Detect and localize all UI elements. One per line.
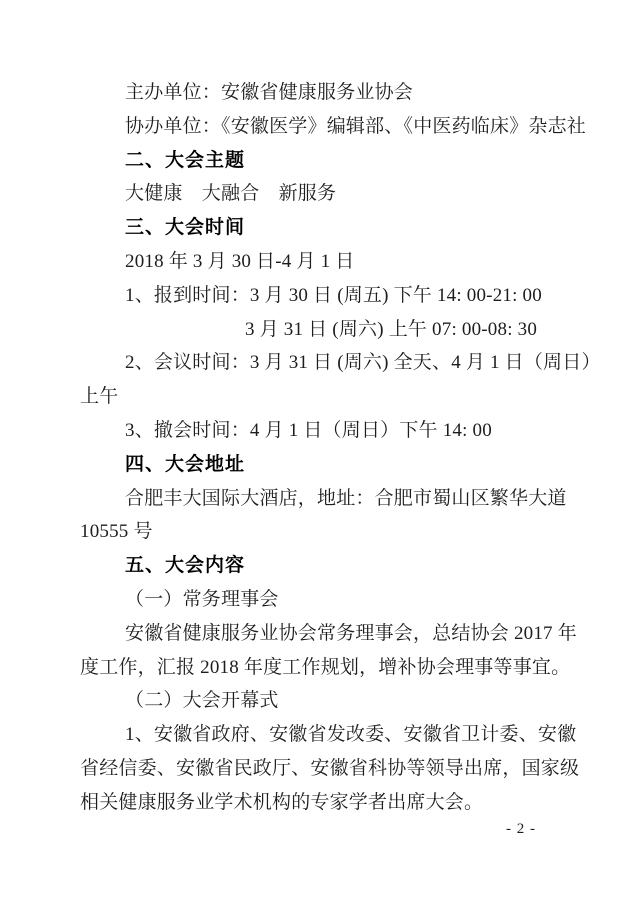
text-line: 大健康 大融合 新服务 [125,183,337,205]
document-body [80,76,601,820]
text-line: 1、安徽省政府、安徽省发改委、安徽省卫计委、安徽 [125,724,577,746]
page-number: - 2 - [506,821,536,837]
text-line: 3 月 31 日 (周六) 上午 07: 00-08: 30 [245,318,538,340]
text-line: 1、报到时间：3 月 30 日 (周五) 下午 14: 00-21: 00 [125,284,542,306]
text-line: 度工作，汇报 2018 年度工作规划，增补协会理事等事宜。 [80,656,571,678]
text-line: 省经信委、安徽省民政厅、安徽省科协等领导出席，国家级 [80,757,580,779]
text-line: 四、大会地址 [125,453,246,475]
text-line: 主办单位：安徽省健康服务业协会 [125,82,414,103]
text-line: （二）大会开幕式 [125,690,279,712]
text-line: 三、大会时间 [125,217,246,239]
text-line: 协办单位：《安徽医学》编辑部、《中医药临床》杂志社 [125,115,587,137]
text-line: 二、大会主题 [125,149,246,171]
text-line: （一）常务理事会 [125,588,279,610]
text-line: 五、大会内容 [125,555,246,577]
text-line: 合肥丰大国际大酒店，地址：合肥市蜀山区繁华大道 [125,487,567,509]
text-line: 安徽省健康服务业协会常务理事会，总结协会 2017 年 [125,622,577,644]
text-line: 2018 年 3 月 30 日-4 月 1 日 [125,250,355,272]
text-line: 相关健康服务业学术机构的专家学者出席大会。 [80,791,484,813]
text-line: 3、撤会时间：4 月 1 日（周日）下午 14: 00 [125,419,492,441]
text-line: 上午 [80,386,119,408]
text-line: 2、会议时间：3 月 31 日 (周六) 全天、4 月 1 日（周日） [125,352,601,374]
text-line: 10555 号 [80,521,153,543]
